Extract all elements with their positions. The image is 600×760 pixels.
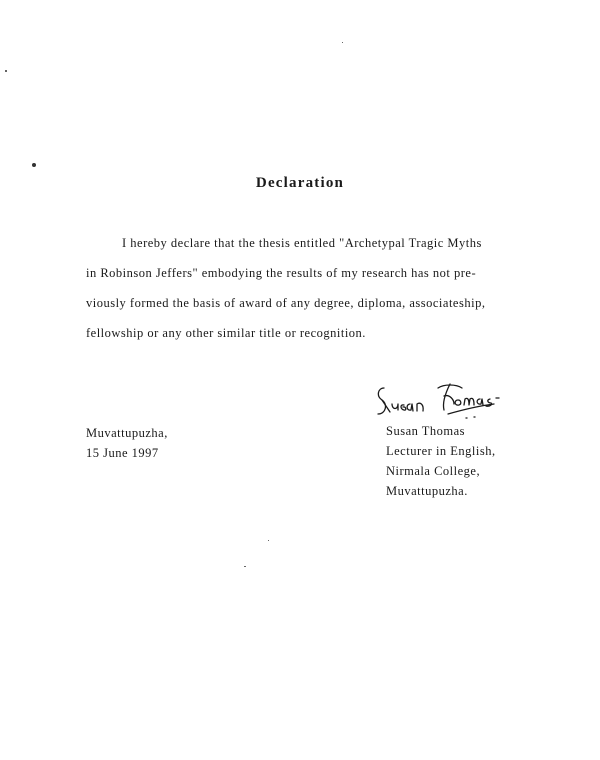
declaration-place: Muvattupuzha,	[86, 426, 168, 440]
declaration-date: 15 June 1997	[86, 446, 159, 460]
body-line-2: in Robinson Jeffers" embodying the results of my research has not pre-	[86, 266, 477, 280]
signatory-location: Muvattupuzha.	[386, 484, 468, 498]
page-title: Declaration	[255, 175, 345, 191]
scan-speck	[244, 566, 246, 567]
scan-speck	[268, 540, 269, 541]
scan-speck	[5, 70, 7, 72]
body-line-1: I hereby declare that the thesis entitled "Archetypal Tragic Myths	[122, 236, 482, 250]
body-line-3: viously formed the basis of award of any degree, diploma, associateship,	[86, 296, 486, 310]
scan-speck	[32, 163, 36, 167]
signatory-institution: Nirmala College,	[386, 464, 481, 478]
signatory-name: Susan Thomas	[386, 424, 466, 438]
body-line-4: fellowship or any other similar title or recognition.	[86, 326, 366, 340]
signatory-position: Lecturer in English,	[386, 444, 496, 458]
scan-speck	[342, 42, 343, 43]
handwritten-signature	[370, 374, 510, 424]
